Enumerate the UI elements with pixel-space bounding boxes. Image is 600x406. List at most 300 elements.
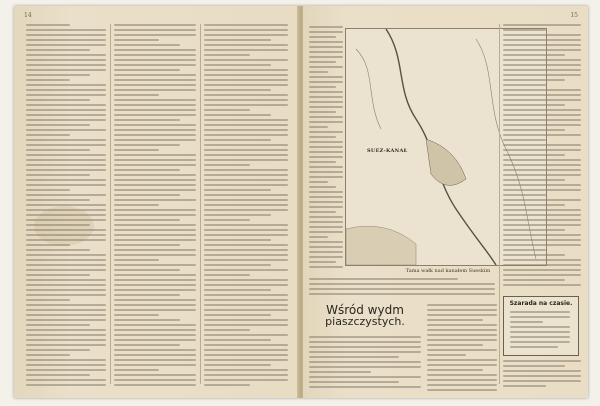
- text-line: [204, 149, 288, 151]
- text-line: [114, 154, 196, 156]
- text-line: [114, 44, 180, 46]
- text-line: [26, 119, 106, 121]
- text-line: [204, 134, 288, 136]
- text-line: [26, 264, 106, 266]
- text-line: [114, 199, 196, 201]
- text-line: [503, 114, 581, 116]
- text-line: [114, 289, 196, 291]
- text-line: [503, 64, 581, 66]
- text-line: [503, 119, 581, 121]
- text-line: [26, 309, 106, 311]
- text-line: [510, 331, 570, 333]
- text-line: [114, 39, 159, 41]
- text-line: [510, 316, 570, 318]
- text-line: [204, 174, 288, 176]
- section-heading: [309, 304, 421, 328]
- text-line: [204, 259, 288, 261]
- text-line: [204, 369, 288, 371]
- text-line: [309, 246, 343, 248]
- text-line: [204, 329, 250, 331]
- text-line: [26, 314, 106, 316]
- text-line: [26, 189, 70, 191]
- text-line: [309, 226, 343, 228]
- text-line: [114, 159, 196, 161]
- text-line: [114, 244, 180, 246]
- text-line: [114, 229, 196, 231]
- text-line: [503, 164, 581, 166]
- text-line: [503, 139, 546, 141]
- text-line: [204, 309, 288, 311]
- text-line: [309, 141, 343, 143]
- text-line: [114, 119, 180, 121]
- text-line: [503, 259, 581, 261]
- text-line: [204, 279, 288, 281]
- text-line: [204, 169, 288, 171]
- text-line: [26, 254, 106, 256]
- text-line: [503, 74, 581, 76]
- text-line: [204, 314, 271, 316]
- text-line: [503, 199, 581, 201]
- text-line: [309, 221, 343, 223]
- text-line: [309, 201, 343, 203]
- text-line: [427, 304, 497, 306]
- text-line: [503, 249, 546, 251]
- text-line: [26, 109, 106, 111]
- text-line: [26, 369, 106, 371]
- text-line: [503, 89, 581, 91]
- text-line: [309, 288, 495, 290]
- text-line: [26, 174, 90, 176]
- text-line: [26, 49, 90, 51]
- text-line: [204, 74, 288, 76]
- text-line: [309, 191, 343, 193]
- text-line: [26, 289, 106, 291]
- text-paragraph: [309, 278, 495, 300]
- text-line: [204, 254, 288, 256]
- text-line: [26, 364, 106, 366]
- text-line: [114, 219, 180, 221]
- text-line: [114, 299, 196, 301]
- text-line: [204, 249, 288, 251]
- text-line: [204, 139, 271, 141]
- text-line: [427, 344, 483, 346]
- text-line: [510, 336, 570, 338]
- text-line: [26, 54, 106, 56]
- text-line: [26, 74, 90, 76]
- text-line: [26, 164, 106, 166]
- charade-text: [510, 311, 570, 351]
- text-line: [26, 34, 106, 36]
- text-line: [309, 46, 343, 48]
- text-line: [114, 124, 196, 126]
- text-line: [204, 299, 288, 301]
- text-line: [204, 69, 288, 71]
- text-line: [26, 294, 106, 296]
- text-line: [309, 241, 343, 243]
- text-line: [510, 321, 543, 323]
- text-line: [204, 269, 288, 271]
- text-line: [309, 171, 343, 173]
- text-column: [204, 24, 288, 390]
- text-line: [204, 374, 288, 376]
- text-line: [309, 76, 343, 78]
- text-line: [26, 44, 106, 46]
- text-column: [427, 304, 497, 394]
- text-line: [114, 384, 196, 386]
- text-line: [26, 29, 106, 31]
- text-line: [309, 261, 336, 263]
- text-line: [503, 179, 565, 181]
- text-line: [427, 314, 497, 316]
- text-line: [427, 354, 466, 356]
- text-line: [503, 154, 565, 156]
- text-column: [503, 360, 581, 392]
- text-line: [204, 144, 288, 146]
- text-line: [427, 339, 497, 341]
- text-line: [204, 294, 288, 296]
- text-line: [503, 244, 581, 246]
- text-line: [204, 44, 288, 46]
- text-line: [503, 69, 581, 71]
- text-line: [309, 106, 343, 108]
- text-line: [427, 384, 497, 386]
- text-line: [309, 283, 495, 285]
- text-line: [114, 264, 196, 266]
- text-line: [503, 54, 565, 56]
- text-line: [26, 59, 106, 61]
- text-line: [309, 151, 343, 153]
- text-line: [309, 66, 343, 68]
- text-line: [204, 359, 288, 361]
- text-line: [26, 379, 106, 381]
- text-line: [26, 334, 106, 336]
- text-line: [114, 114, 196, 116]
- text-line: [204, 79, 288, 81]
- text-line: [427, 379, 497, 381]
- text-line: [204, 349, 288, 351]
- text-line: [114, 69, 180, 71]
- text-line: [114, 349, 196, 351]
- text-line: [503, 209, 581, 211]
- text-line: [114, 29, 196, 31]
- text-line: [114, 309, 196, 311]
- text-line: [503, 234, 581, 236]
- text-line: [503, 129, 565, 131]
- text-line: [204, 199, 288, 201]
- text-line: [26, 159, 106, 161]
- text-line: [26, 144, 106, 146]
- text-line: [204, 379, 288, 381]
- text-line: [204, 229, 288, 231]
- text-line: [503, 49, 581, 51]
- text-line: [204, 334, 288, 336]
- text-line: [427, 324, 497, 326]
- text-line: [309, 96, 343, 98]
- text-line: [26, 124, 90, 126]
- text-line: [503, 269, 581, 271]
- text-line: [114, 269, 180, 271]
- text-line: [26, 304, 106, 306]
- text-line: [26, 129, 106, 131]
- text-line: [26, 134, 70, 136]
- text-line: [309, 81, 343, 83]
- text-line: [309, 356, 399, 358]
- text-line: [309, 41, 343, 43]
- text-line: [309, 211, 336, 213]
- text-line: [114, 359, 196, 361]
- text-line: [309, 196, 343, 198]
- left-page-number: 14: [24, 12, 32, 19]
- text-line: [309, 161, 336, 163]
- text-line: [114, 109, 196, 111]
- text-line: [26, 169, 106, 171]
- column-rule: [110, 24, 111, 384]
- text-line: [309, 131, 343, 133]
- text-line: [503, 149, 581, 151]
- text-line: [309, 91, 343, 93]
- text-line: [309, 86, 336, 88]
- text-line: [114, 209, 196, 211]
- text-line: [427, 364, 497, 366]
- text-line: [503, 264, 581, 266]
- text-line: [309, 146, 343, 148]
- text-line: [204, 289, 271, 291]
- text-line: [503, 194, 546, 196]
- text-line: [204, 339, 271, 341]
- text-line: [26, 194, 106, 196]
- text-line: [26, 344, 106, 346]
- text-line: [204, 219, 250, 221]
- text-line: [309, 336, 421, 338]
- text-line: [204, 99, 288, 101]
- text-line: [309, 376, 421, 378]
- text-line: [114, 334, 196, 336]
- text-line: [309, 381, 399, 383]
- map-title: SUEZ-KANAŁ: [367, 148, 408, 154]
- text-line: [204, 64, 271, 66]
- text-line: [114, 344, 180, 346]
- text-line: [309, 36, 336, 38]
- text-line: [114, 279, 196, 281]
- text-line: [26, 149, 90, 151]
- text-line: [204, 109, 250, 111]
- text-line: [26, 79, 70, 81]
- text-line: [309, 351, 421, 353]
- text-line: [114, 129, 196, 131]
- text-line: [114, 354, 196, 356]
- text-line: [204, 89, 271, 91]
- text-line: [26, 179, 106, 181]
- text-line: [204, 24, 288, 26]
- text-line: [503, 360, 581, 362]
- text-line: [204, 384, 250, 386]
- text-line: [26, 349, 90, 351]
- text-line: [204, 214, 271, 216]
- text-line: [114, 149, 159, 151]
- text-line: [309, 31, 343, 33]
- text-column: [309, 336, 421, 394]
- text-line: [114, 34, 196, 36]
- text-line: [204, 324, 288, 326]
- text-line: [427, 319, 483, 321]
- left-page: [14, 6, 299, 398]
- text-line: [204, 164, 250, 166]
- text-line: [114, 234, 196, 236]
- text-line: [309, 61, 336, 63]
- text-line: [503, 284, 581, 286]
- text-line: [114, 339, 196, 341]
- text-line: [114, 104, 196, 106]
- text-line: [204, 304, 288, 306]
- text-line: [114, 314, 159, 316]
- text-line: [26, 329, 106, 331]
- text-line: [204, 239, 271, 241]
- text-line: [204, 104, 288, 106]
- text-column: [114, 24, 196, 390]
- text-line: [309, 51, 343, 53]
- text-line: [204, 274, 250, 276]
- text-line: [309, 56, 343, 58]
- text-line: [204, 224, 288, 226]
- text-line: [503, 184, 581, 186]
- text-line: [26, 24, 70, 26]
- text-line: [503, 214, 581, 216]
- text-line: [114, 294, 180, 296]
- text-line: [114, 249, 196, 251]
- text-line: [114, 194, 180, 196]
- text-line: [26, 259, 106, 261]
- right-page: [303, 6, 588, 398]
- text-line: [204, 364, 271, 366]
- text-line: [503, 34, 581, 36]
- text-line: [309, 26, 343, 28]
- text-line: [204, 184, 288, 186]
- text-line: [309, 176, 343, 178]
- section-heading-line2: piaszczystych.: [325, 315, 405, 328]
- text-line: [503, 370, 581, 372]
- text-line: [204, 154, 288, 156]
- text-line: [309, 251, 343, 253]
- text-line: [503, 44, 581, 46]
- text-line: [309, 111, 336, 113]
- text-line: [503, 24, 581, 26]
- text-line: [204, 59, 288, 61]
- text-line: [309, 236, 328, 238]
- text-line: [510, 346, 558, 348]
- text-line: [204, 209, 288, 211]
- text-line: [503, 279, 565, 281]
- text-line: [427, 334, 497, 336]
- text-line: [114, 284, 196, 286]
- text-line: [503, 94, 581, 96]
- text-line: [503, 365, 565, 367]
- text-line: [503, 174, 581, 176]
- text-line: [26, 64, 106, 66]
- text-line: [114, 54, 196, 56]
- text-line: [204, 194, 288, 196]
- text-line: [114, 84, 196, 86]
- text-line: [26, 354, 70, 356]
- text-line: [427, 389, 497, 391]
- text-line: [26, 374, 90, 376]
- text-line: [503, 59, 581, 61]
- text-line: [309, 346, 421, 348]
- column-rule: [200, 24, 201, 384]
- column-rule: [499, 24, 500, 384]
- paper-stain: [34, 206, 94, 246]
- text-line: [503, 375, 581, 377]
- text-line: [114, 254, 196, 256]
- text-line: [427, 329, 497, 331]
- text-line: [114, 139, 196, 141]
- text-line: [26, 279, 106, 281]
- charade-box: [503, 296, 579, 356]
- text-line: [114, 174, 196, 176]
- text-line: [503, 224, 581, 226]
- text-line: [204, 54, 250, 56]
- text-line: [309, 156, 343, 158]
- text-line: [26, 114, 106, 116]
- text-line: [114, 74, 196, 76]
- text-line: [26, 39, 106, 41]
- text-line: [114, 189, 196, 191]
- text-line: [309, 256, 343, 258]
- coast-shape: [346, 226, 416, 265]
- charade-title: Szarada na czasie.: [509, 300, 573, 307]
- text-line: [114, 364, 196, 366]
- lake-shape: [426, 139, 466, 185]
- text-line: [114, 319, 180, 321]
- right-page-number: 15: [570, 12, 578, 19]
- text-line: [309, 186, 336, 188]
- text-line: [204, 29, 288, 31]
- text-line: [503, 134, 581, 136]
- text-line: [114, 59, 196, 61]
- text-line: [427, 374, 497, 376]
- text-line: [503, 254, 565, 256]
- text-line: [114, 24, 196, 26]
- text-line: [503, 204, 565, 206]
- text-line: [204, 114, 271, 116]
- text-line: [26, 339, 106, 341]
- text-line: [503, 109, 581, 111]
- section-heading-line1: Wśród wydm: [326, 303, 404, 317]
- text-line: [309, 136, 336, 138]
- text-line: [26, 319, 106, 321]
- text-line: [26, 69, 106, 71]
- text-line: [26, 154, 106, 156]
- text-line: [204, 234, 288, 236]
- text-line: [309, 71, 328, 73]
- text-line: [309, 293, 495, 295]
- text-line: [503, 219, 581, 221]
- text-line: [26, 89, 106, 91]
- text-line: [309, 206, 343, 208]
- text-line: [204, 264, 271, 266]
- text-column: [503, 24, 581, 292]
- text-line: [204, 159, 288, 161]
- text-line: [26, 184, 106, 186]
- text-line: [503, 144, 581, 146]
- text-line: [204, 189, 271, 191]
- text-line: [114, 94, 159, 96]
- text-line: [204, 84, 288, 86]
- text-line: [114, 374, 196, 376]
- text-line: [427, 359, 497, 361]
- text-line: [503, 159, 581, 161]
- magazine-spread: [14, 6, 588, 398]
- text-line: [26, 249, 90, 251]
